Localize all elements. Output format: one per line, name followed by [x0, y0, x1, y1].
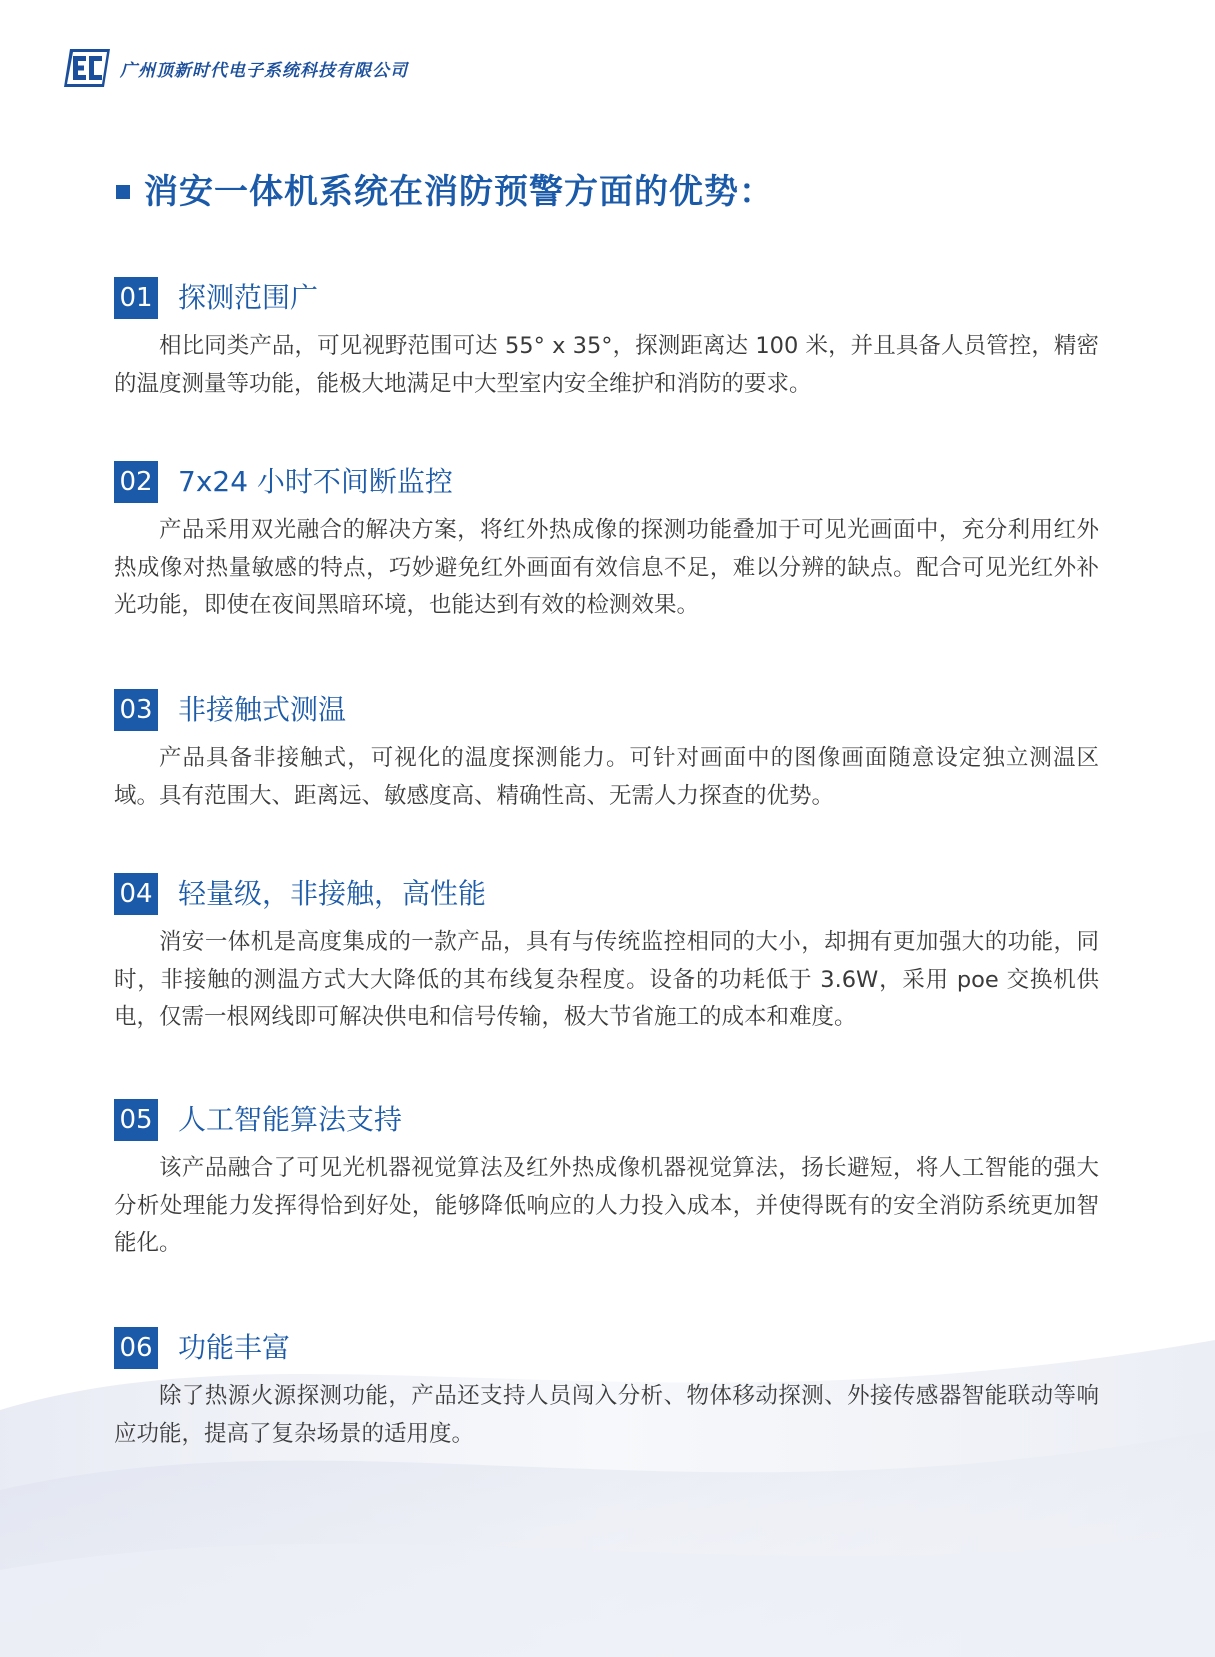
section-body: 产品具备非接触式，可视化的温度探测能力。可针对画面中的图像画面随意设定独立测温区域。具有范围大、距离远、敏感度高、精确性高、无需人力探查的优势。	[114, 745, 1099, 809]
section-06	[114, 1326, 1099, 1453]
section-number-badge: 02	[114, 461, 158, 503]
section-body: 产品采用双光融合的解决方案，将红外热成像的探测功能叠加于可见光画面中，充分利用红外热成像对热量敏感的特点，巧妙避免红外画面有效信息不足，难以分辨的缺点。配合可见光红外补光功能，即使在夜间黑暗环境，也能达到有效的检测效果。	[114, 517, 1099, 618]
main-heading	[116, 170, 774, 214]
section-title: 人工智能算法支持	[178, 1103, 403, 1136]
heading-bullet-square	[116, 185, 130, 199]
section-title: 轻量级，非接触，高性能	[178, 877, 487, 910]
section-05	[114, 1098, 1099, 1263]
section-04	[114, 872, 1099, 1037]
section-body: 除了热源火源探测功能，产品还支持人员闯入分析、物体移动探测、外接传感器智能联动等响应功能，提高了复杂场景的适用度。	[114, 1383, 1099, 1447]
section-number-badge: 01	[114, 277, 158, 319]
section-title: 功能丰富	[178, 1331, 291, 1364]
section-number-badge: 05	[114, 1099, 158, 1141]
section-03	[114, 688, 1099, 815]
company-name: 广州顶新时代电子系统科技有限公司	[120, 60, 408, 81]
ec-logo-icon	[62, 47, 112, 89]
section-02	[114, 460, 1099, 625]
section-number-badge: 03	[114, 689, 158, 731]
page-title: 消安一体机系统在消防预警方面的优势：	[144, 172, 774, 212]
section-body: 相比同类产品，可见视野范围可达 55° x 35°，探测距离达 100 米，并且具备人员管控，精密的温度测量等功能，能极大地满足中大型室内安全维护和消防的要求。	[114, 333, 1099, 397]
section-number-badge: 04	[114, 873, 158, 915]
brand-header	[62, 46, 408, 90]
section-01	[114, 276, 1099, 403]
section-title: 探测范围广	[178, 281, 319, 314]
section-number-badge: 06	[114, 1327, 158, 1369]
section-title: 非接触式测温	[178, 693, 347, 726]
section-body: 消安一体机是高度集成的一款产品，具有与传统监控相同的大小，却拥有更加强大的功能，同时，非接触的测温方式大大降低的其布线复杂程度。设备的功耗低于 3.6W，采用 poe 交换机供电，仅需一根网线即可解决供电和信号传输，极大节省施工的成本和难度。	[114, 929, 1099, 1030]
section-title: 7x24 小时不间断监控	[178, 465, 453, 498]
section-body: 该产品融合了可见光机器视觉算法及红外热成像机器视觉算法，扬长避短，将人工智能的强大分析处理能力发挥得恰到好处，能够降低响应的人力投入成本，并使得既有的安全消防系统更加智能化。	[114, 1155, 1099, 1256]
